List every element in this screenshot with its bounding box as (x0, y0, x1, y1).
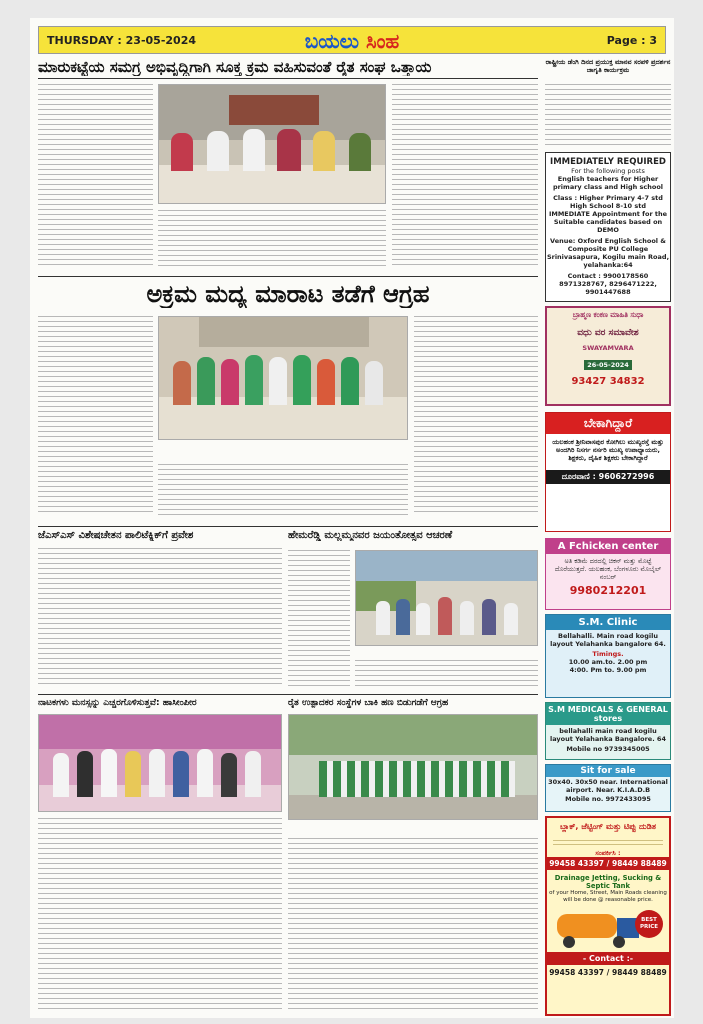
job-ad: IMMEDIATELY REQUIRED For the following posts English teachers for Higher primary class and High school Class : Higher Primary 4-7 std High School 8-10 std IMMEDIATE Appointment for the Suitable candidates based on DEMO Venue: Oxford English School & Composite PU College Srinivasapura, Kogilu main Road, yelahanka:64 Contact : 9900178560 8971328767, 8296471222, 9901447688 (545, 152, 671, 302)
drainage-ad: ಬ್ಲಾಕ್, ಜೆಟ್ಟಿಂಗ್ ಮತ್ತು ಟಿಪ್ಪು ದುಡಿತ ಸಂಪರ್ಕಿಸಿ : 99458 43397 / 98449 88489 Drainage Jetting, Sucking & Septic Tank of your Home, Street, Main Roads cleaning will be done @ reasonable price. BEST PRICE - Contact :- 99458 43397 / 98449 88489 (545, 816, 671, 1016)
article-5-headline: ನಾಟಕಗಳು ಮನಸ್ಸನ್ನು ಎಚ್ಚರಗೊಳಿಸುತ್ತವೆ: ಹಾಸೀಂಪೀರ (38, 698, 197, 708)
site-sale-ad: Sit for sale 30x40. 30x50 near. International airport. Near. K.I.A.D.B Mobile no. 9972433095 (545, 764, 671, 812)
chicken-center-ad: A Fchicken center ಅತಿ ಕಡಿಮೆ ದರದಲ್ಲಿ ಚಿಕನ್ ಮತ್ತು ಮೊಟ್ಟೆ ದೊರೆಯುತ್ತದೆ. ಯಲಹಂಕ, ಬೆಂಗಳೂರು ಮೊಬೈಲ್ ನಂಬರ್ 9980212201 (545, 538, 671, 610)
article-5-photo (38, 714, 282, 812)
article-2-headline: ಅಕ್ರಮ ಮದ್ಯ ಮಾರಾಟ ತಡೆಗೆ ಆಗ್ರಹ (146, 280, 430, 308)
newspaper-name: ಬಯಲು ಸಿಂಹ (304, 29, 400, 53)
side-article-headline: ರಾಷ್ಟ್ರೀಯ ಡೆಂಗಿ ದಿನದ ಪ್ರಯುಕ್ತ ಮಾನವ ಸರಪಳಿ ಪ್ರದರ್ಶನ ಜಾಗೃತಿ ಕಾರ್ಯಕ್ರಮ (545, 58, 671, 74)
truck-illustration (553, 908, 663, 948)
article-6-headline: ರೈತ ಉತ್ಪಾದಕರ ಸಂಸ್ಥೆಗಳ ಬಾಕಿ ಹಣ ಬಿಡುಗಡೆಗೆ ಆಗ್ರಹ (288, 698, 449, 708)
article-6-photo (288, 714, 538, 820)
article-4-photo (355, 550, 538, 646)
article-2-photo (158, 316, 408, 440)
masthead (38, 26, 666, 54)
wanted-ad: ಬೇಕಾಗಿದ್ದಾರೆ ಯಲಹಂಕ ಶ್ರೀನಿವಾಸಪುರ ಕೋಗಿಲು ಮುಖ್ಯರಸ್ತೆ ಮತ್ತು ಅಂದಗಿರಿ ನಿಸರ್ಗ ನರ್ಸರಿ ಮುಖ್ಯ ಉಪಾಧ್ಯಾಯರು, ಶಿಕ್ಷಕರು, ದೈಹಿಕ ಶಿಕ್ಷಕರು ಬೇಕಾಗಿದ್ದಾರೆ ದೂರವಾಣಿ : 9606272996 (545, 412, 671, 532)
article-3-headline: ಜೆಎಸ್‌ಎಸ್ ವಿಶೇಷಚೇತನ ಪಾಲಿಟೆಕ್ನಿಕ್‌ಗೆ ಪ್ರವೇಶ (38, 530, 194, 541)
newspaper-page (30, 18, 674, 1018)
best-price-badge: BEST PRICE (635, 910, 663, 938)
page-number: Page : 3 (606, 34, 657, 47)
medical-store-ad: S.M MEDICALS & GENERAL stores bellahalli main road kogilu layout Yelahanka Bangalore. 64 Mobile no 9739345005 (545, 702, 671, 760)
issue-date: THURSDAY : 23-05-2024 (47, 34, 197, 47)
matrimony-ad: ಬ್ರಾಹ್ಮಣ ಕಂಕಣ ಮಾಹಿತಿ ಸುಧಾ ವಧು ವರ ಸಮಾವೇಶ SWAYAMVARA 26-05-2024 93427 34832 (545, 306, 671, 406)
article-4-headline: ಹೇಮರೆಡ್ಡಿ ಮಲ್ಲಮ್ಮನವರ ಜಯಂತೋತ್ಸವ ಆಚರಣೆ (288, 530, 453, 541)
article-1-photo (158, 84, 386, 204)
clinic-ad: S.M. Clinic Bellahalli. Main road kogilu layout Yelahanka bangalore 64. Timings. 10.00 am.to. 2.00 pm 4:00. Pm to. 9.00 pm (545, 614, 671, 698)
article-1-headline: ಮಾರುಕಟ್ಟೆಯ ಸಮಗ್ರ ಅಭಿವೃದ್ಧಿಗಾಗಿ ಸೂಕ್ತ ಕ್ರಮ ವಹಿಸುವಂತೆ ರೈತ ಸಂಘ ಒತ್ತಾಯ (38, 58, 432, 76)
